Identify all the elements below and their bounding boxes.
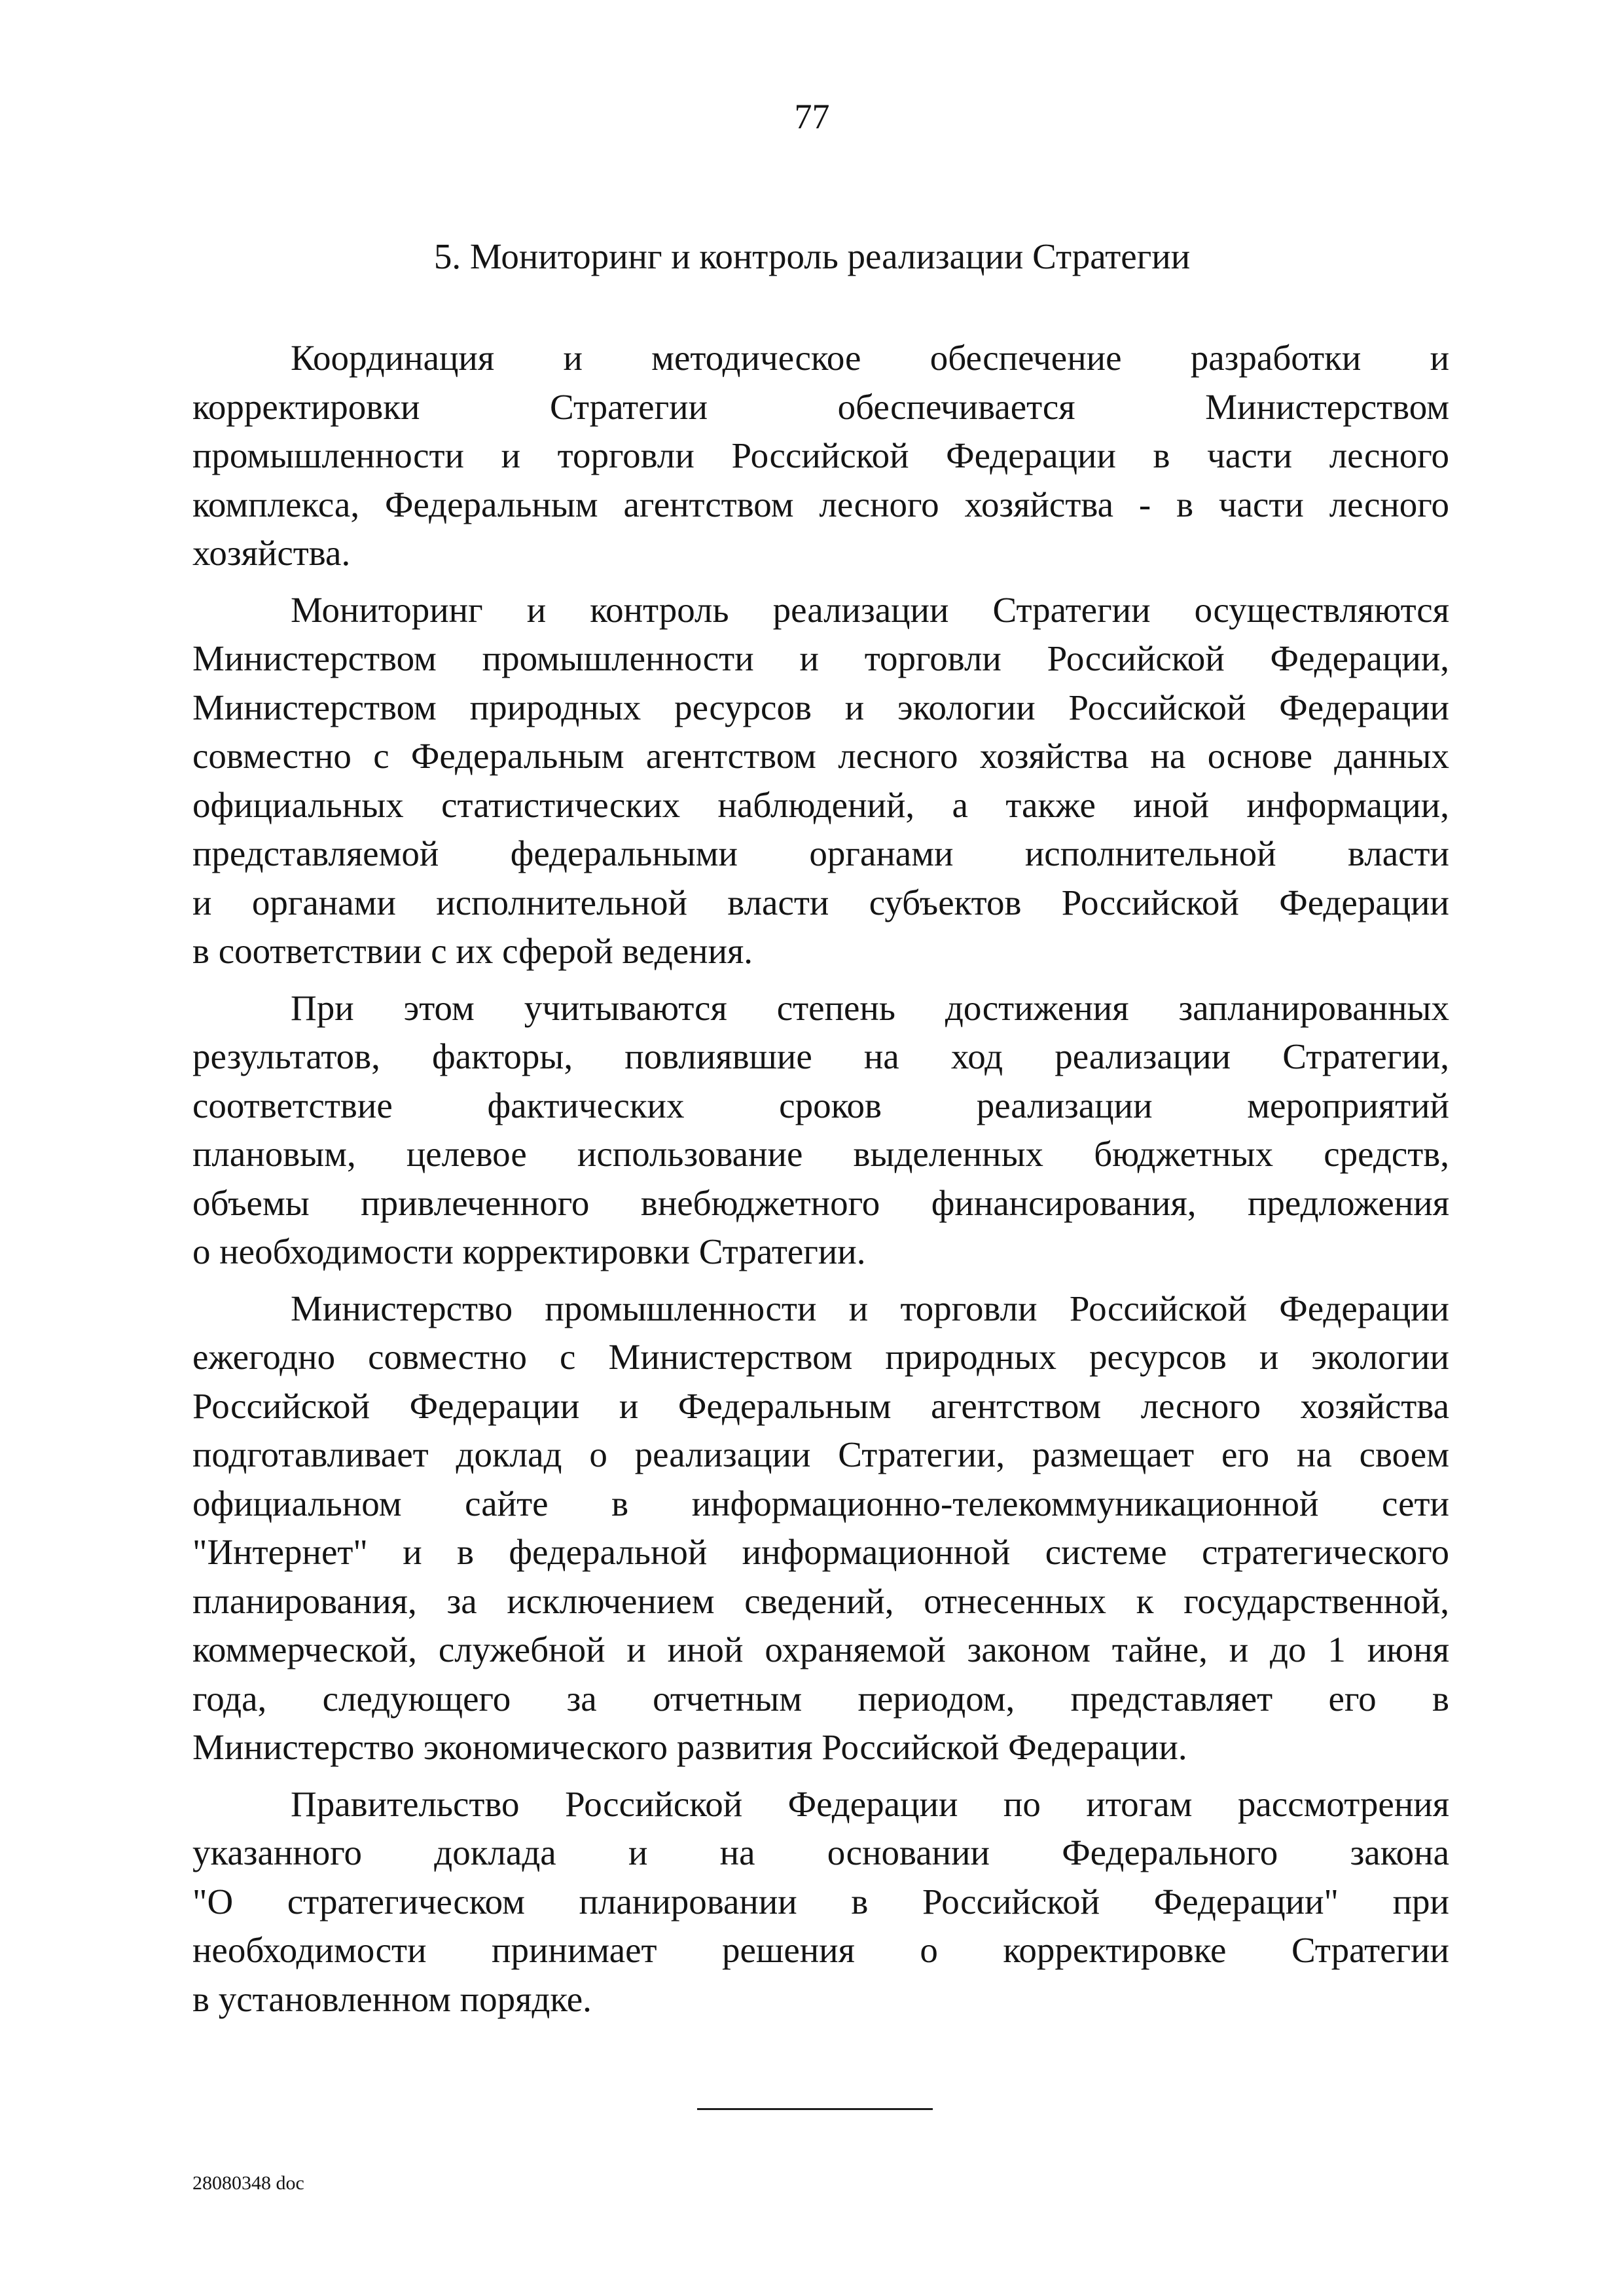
paragraph-line: планирования, за исключением сведений, отнесенных к государственной,: [192, 1580, 1449, 1621]
paragraph-report: [192, 1285, 1449, 1772]
paragraph-coordination: [192, 334, 1449, 578]
paragraph-line: плановым, целевое использование выделенных бюджетных средств,: [192, 1134, 1449, 1174]
paragraph-line: ежегодно совместно с Министерством природных ресурсов и экологии: [192, 1337, 1449, 1377]
paragraph-line: Мониторинг и контроль реализации Стратегии осуществляются: [291, 589, 1449, 630]
paragraph-line: в соответствии с их сферой ведения.: [192, 931, 753, 971]
paragraph-line: Министерством промышленности и торговли Российской Федерации,: [192, 638, 1449, 678]
paragraph-line: и органами исполнительной власти субъектов Российской Федерации: [192, 882, 1449, 922]
paragraph-government: [192, 1780, 1449, 2024]
paragraph-line: официальных статистических наблюдений, а также иной информации,: [192, 784, 1449, 825]
page-number: 77: [794, 97, 830, 136]
end-rule: [697, 2108, 933, 2110]
paragraph-line: подготавливает доклад о реализации Стратегии, размещает его на своем: [192, 1434, 1449, 1474]
paragraph-monitoring: [192, 586, 1449, 976]
paragraph-line: года, следующего за отчетным периодом, представляет его в: [192, 1678, 1449, 1719]
paragraph-line: совместно с Федеральным агентством лесного хозяйства на основе данных: [192, 736, 1449, 776]
paragraph-line: При этом учитываются степень достижения запланированных: [291, 987, 1449, 1028]
paragraph-factors: [192, 984, 1449, 1277]
paragraph-line: Министерством природных ресурсов и экологии Российской Федерации: [192, 687, 1449, 727]
paragraph-line: "Интернет" и в федеральной информационной системе стратегического: [192, 1532, 1449, 1572]
paragraph-line: Министерство промышленности и торговли Российской Федерации: [291, 1288, 1449, 1328]
paragraph-line: необходимости принимает решения о корректировке Стратегии: [192, 1930, 1449, 1970]
paragraph-line: официальном сайте в информационно-телекоммуникационной сети: [192, 1483, 1449, 1523]
paragraph-line: "О стратегическом планировании в Российской Федерации" при: [192, 1881, 1449, 1922]
paragraph-line: о необходимости корректировки Стратегии.: [192, 1231, 866, 1271]
paragraph-line: Правительство Российской Федерации по итогам рассмотрения: [291, 1783, 1449, 1824]
paragraph-line: указанного доклада и на основании Федерального закона: [192, 1832, 1449, 1872]
paragraph-line: промышленности и торговли Российской Федерации в части лесного: [192, 435, 1449, 475]
paragraph-line: объемы привлеченного внебюджетного финансирования, предложения: [192, 1182, 1449, 1223]
paragraph-line: коммерческой, служебной и иной охраняемой законом тайне, и до 1 июня: [192, 1630, 1449, 1669]
paragraph-line: соответствие фактических сроков реализации мероприятий: [192, 1085, 1449, 1125]
paragraph-line: представляемой федеральными органами исполнительной власти: [192, 833, 1449, 873]
doc-code: 28080348 doc: [192, 2172, 304, 2194]
paragraph-line: комплекса, Федеральным агентством лесного хозяйства - в части лесного: [192, 484, 1449, 524]
body-text: [192, 334, 1449, 2032]
paragraph-line: результатов, факторы, повлиявшие на ход реализации Стратегии,: [192, 1036, 1449, 1076]
section-title: 5. Мониторинг и контроль реализации Стратегии: [433, 236, 1191, 276]
paragraph-line: хозяйства.: [192, 533, 351, 573]
paragraph-line: Министерство экономического развития Российской Федерации.: [192, 1727, 1187, 1767]
paragraph-line: Координация и методическое обеспечение разработки и: [291, 338, 1449, 378]
paragraph-line: корректировки Стратегии обеспечивается Министерством: [192, 386, 1449, 427]
paragraph-line: в установленном порядке.: [192, 1978, 592, 2019]
paragraph-line: Российской Федерации и Федеральным агентством лесного хозяйства: [192, 1385, 1449, 1426]
